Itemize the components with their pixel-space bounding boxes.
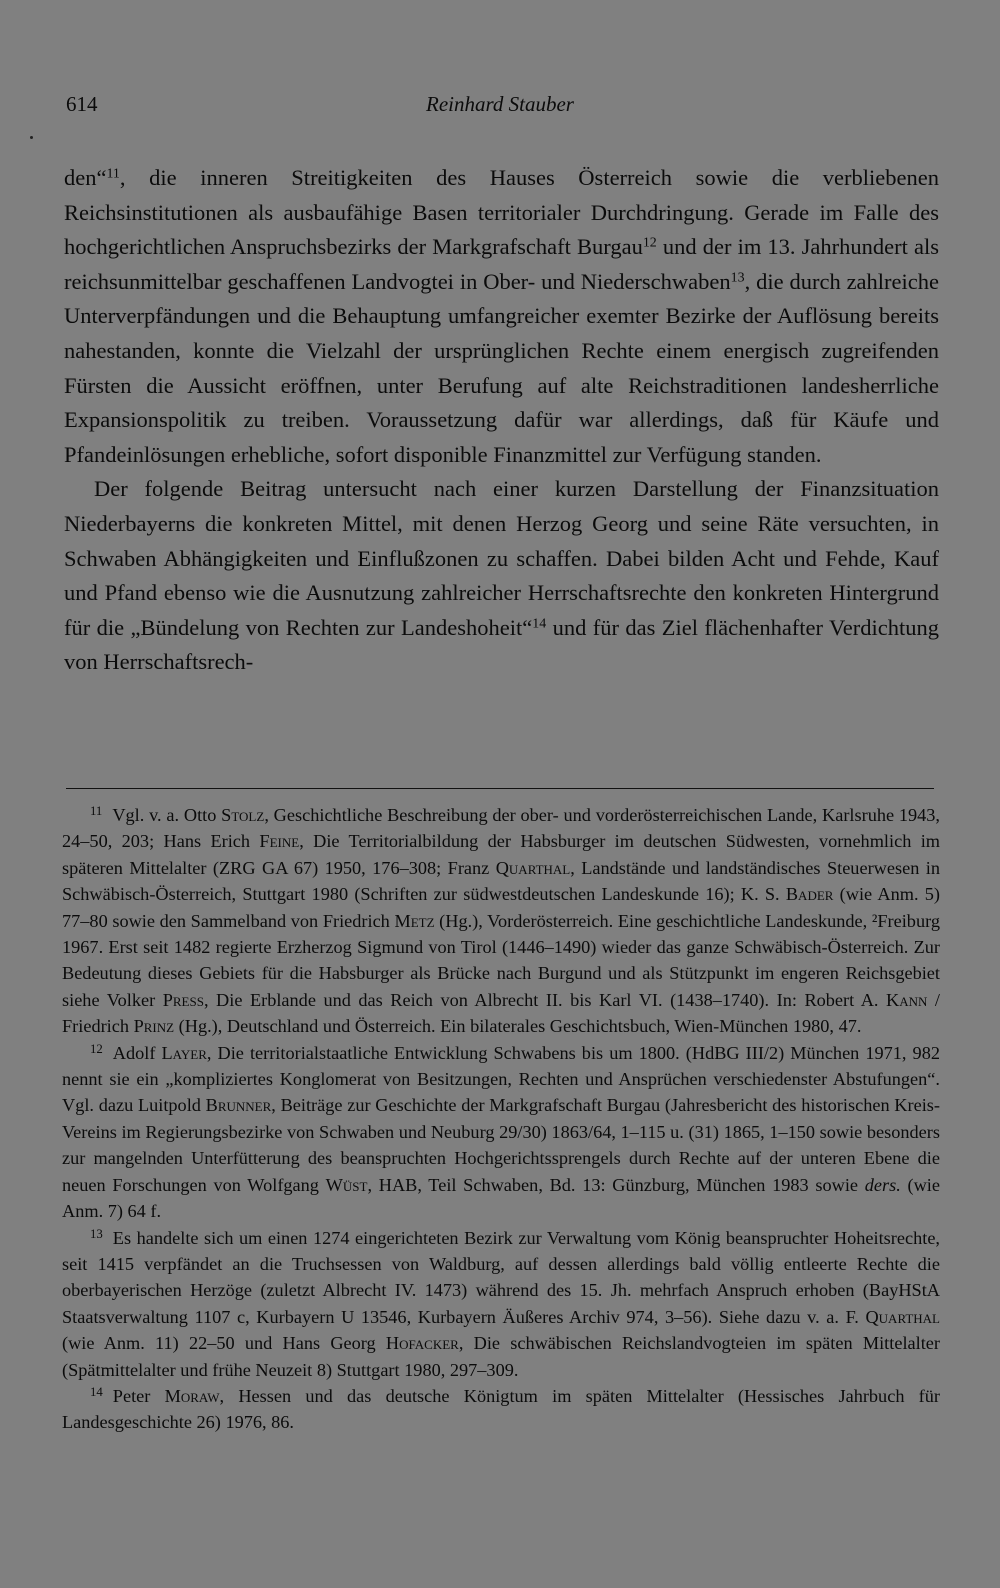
running-header — [66, 92, 934, 128]
paragraph-2: Der folgende Beitrag untersucht nach einer kurzen Darstellung der Finanzsituation Niederbayerns die konkreten Mittel, mit denen Herzog Georg und seine Räte versuchten, in Schwaben Abhängigkeiten und Einflußzonen zu schaffen. Dabei bilden Acht und Fehde, Kauf und Pfand ebenso wie die Ausnutzung zahlreicher Herrschaftsrechte den konkreten Hintergrund für die „Bündelung von Rechten zur Landeshoheit“$^{14}$ und für das Ziel flächenhafter Verdichtung von Herrschaftsrech- — [64, 476, 939, 675]
page-number: 614 — [66, 92, 98, 116]
running-head-author: Reinhard Stauber — [426, 92, 574, 116]
footnote-12: $^{12}$ Adolf Layer, Die territorialstaatliche Entwicklung Schwabens bis um 1800. (HdBG III/2) München 1971, 982 nennt sie ein „kompliziertes Konglomerat von Besitzungen, Rechten und Ansprüchen verschiedenster Abstufungen“. Vgl. dazu Luitpold Brunner, Beiträge zur Geschichte der Markgrafschaft Burgau (Jahresbericht des historischen Kreis-Vereins im Regierungsbezirke von Schwaben und Neuburg 29/30) 1863/64, 1–115 u. (31) 1865, 1–150 sowie besonders zur mangelnden Unterfütterung des beanspruchten Hochgerichtssprengels durch Rechte auf der unteren Ebene die neuen Forschungen von Wolfgang Wüst, HAB, Teil Schwaben, Bd. 13: Günzburg, München 1983 sowie ders. (wie Anm. 7) 64 f. — [62, 1041, 940, 1222]
footnote-14: $^{14}$ Peter Moraw, Hessen und das deutsche Königtum im späten Mittelalter (Hessisches Jahrbuch für Landesgeschichte 26) 1976, 86. — [62, 1385, 940, 1433]
footnotes — [62, 802, 940, 1436]
footnote-ref-11: 11 — [106, 166, 120, 182]
paragraph-1: den“$^{11}$, die inneren Streitigkeiten des Hauses Österreich sowie die verbliebenen Reichsinstitutionen als ausbaufähige Basen territorialer Durchdringung. Gerade im Falle des hochgerichtlichen Anspruchsbezirks der Markgrafschaft Burgau$^{12}$ und der im 13. Jahrhundert als reichsunmittelbar geschaffenen Landvogtei in Ober- und Niederschwaben$^{13}$, die durch zahlreiche Unterverpfändungen und die Behauptung umfangreicher exemter Bezirke der Auflösung bereits nahestanden, konnte die Vielzahl der ursprünglichen Rechte einem energisch zugreifenden Fürsten die Aussicht eröffnen, unter Berufung auf alte Reichstraditionen landesherrliche Expansionspolitik zu treiben. Voraussetzung dafür war allerdings, daß für Käufe und Pfandeinlösungen erhebliche, sofort disponible Finanzmittel zur Verfügung standen. — [64, 165, 939, 467]
footnote-separator — [66, 788, 934, 789]
footnote-ref-12: 12 — [642, 235, 657, 251]
footnote-13: $^{13}$ Es handelte sich um einen 1274 eingerichteten Bezirk zur Verwaltung vom König beanspruchter Hoheitsrechte, seit 1415 verpfändet an die Truchsessen von Waldburg, auf dessen allerdings bald völlig entleerte Rechte die oberbayerischen Herzöge (zuletzt Albrecht IV. 1473) während des 15. Jh. mehrfach Anspruch erhoben (BayHStA Staatsverwaltung 1107 c, Kurbayern U 13546, Kurbayern Äußeres Archiv 974, 3–56). Siehe dazu v. a. F. Quarthal (wie Anm. 11) 22–50 und Hans Georg Hofacker, Die schwäbischen Reichslandvogteien im späten Mittelalter (Spätmittelalter und frühe Neuzeit 8) Stuttgart 1980, 297–309. — [62, 1226, 940, 1380]
main-text — [64, 161, 939, 680]
footnote-ref-13: 13 — [730, 270, 745, 286]
footnote-ref-14: 14 — [532, 616, 547, 632]
stray-mark — [30, 136, 33, 139]
footnote-11: $^{11}$ Vgl. v. a. Otto Stolz, Geschichtliche Beschreibung der ober- und vorderösterreichischen Lande, Karlsruhe 1943, 24–50, 203; Hans Erich Feine, Die Territorialbildung der Habsburger im deutschen Südwesten, vornehmlich im späteren Mittelalter (ZRG GA 67) 1950, 176–308; Franz Quarthal, Landstände und landständisches Steuerwesen in Schwäbisch-Österreich, Stuttgart 1980 (Schriften zur südwestdeutschen Landeskunde 16); K. S. Bader (wie Anm. 5) 77–80 sowie den Sammelband von Friedrich Metz (Hg.), Vorderösterreich. Eine geschichtliche Landeskunde, ²Freiburg 1967. Erst seit 1482 regierte Erzherzog Sigmund von Tirol (1446–1490) wieder das ganze Schwäbisch-Österreich. Zur Bedeutung dieses Gebiets für die Habsburger als Brücke nach Burgund und als Stützpunkt im engeren Reichsgebiet siehe Volker Press, Die Erblande und das Reich von Albrecht II. bis Karl VI. (1438–1740). In: Robert A. Kann / Friedrich Prinz (Hg.), Deutschland und Österreich. Ein bilaterales Geschichtsbuch, Wien-München 1980, 47. — [62, 804, 941, 1037]
